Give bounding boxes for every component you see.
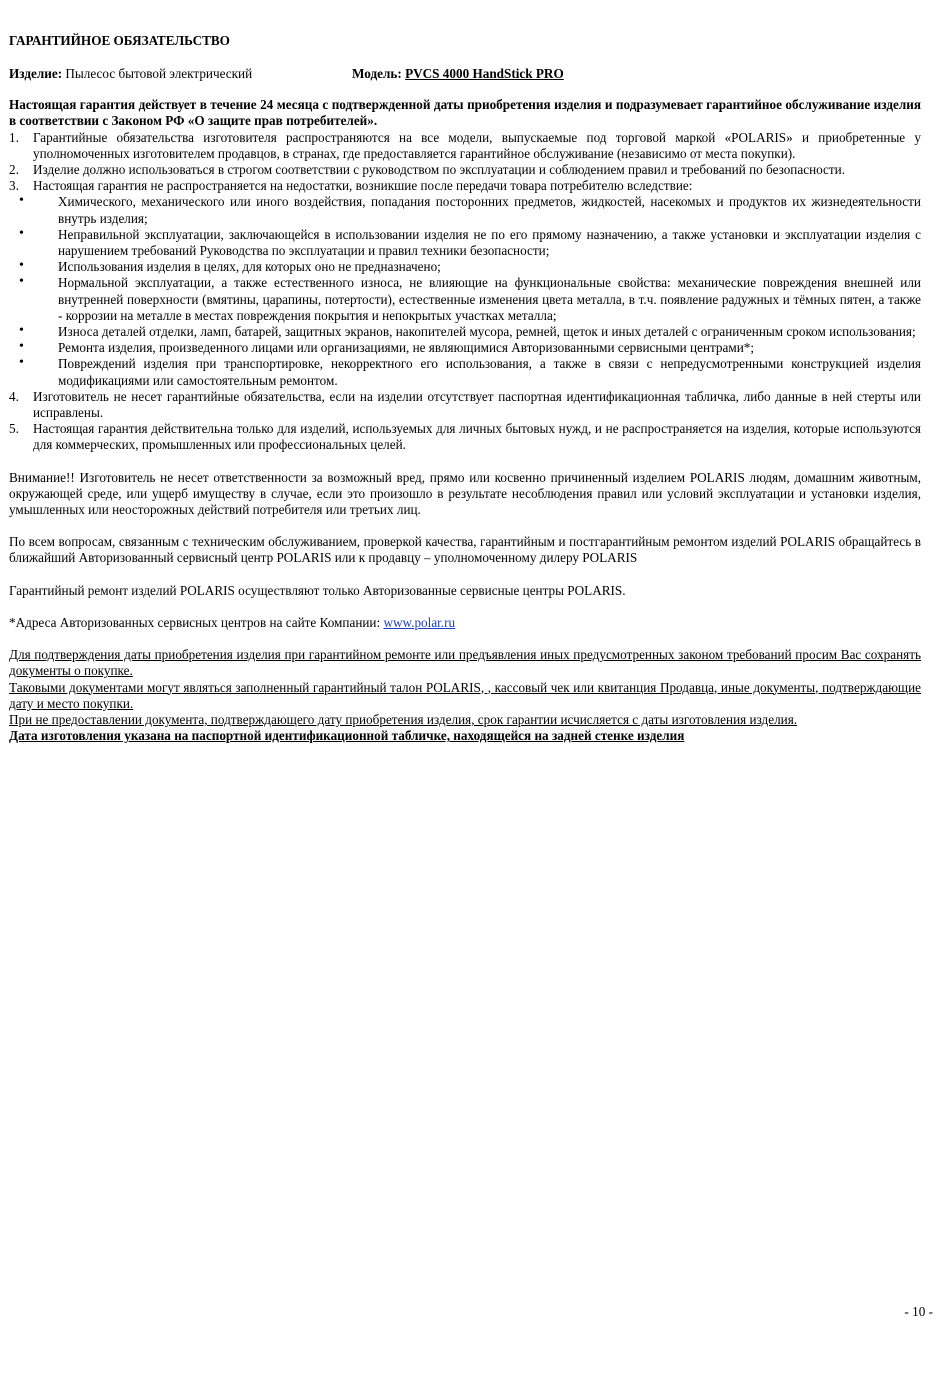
bullet-item: • Неправильной эксплуатации, заключающейся в использовании изделия не по его прямому назначению, а также установки и эксплуатации изделия с нарушением требований Руководства по эксплуатации и правил техники безопасности; bbox=[19, 225, 921, 259]
bullet-item: • Износа деталей отделки, ламп, батарей, защитных экранов, накопителей мусора, ремней, щеток и иных деталей с ограниченным сроком использования; bbox=[19, 323, 916, 340]
bullet-icon: • bbox=[19, 355, 24, 371]
product-label: Изделие: bbox=[9, 66, 63, 82]
attention-paragraph: Внимание!! Изготовитель не несет ответственности за возможный вред, прямо или косвенно причиненный изделием POLARIS людям, домашним животным, окружающей среде, или ущерб имуществу в случае, если это произошло в результате несоблюдения правил или условий эксплуатации и установки изделия, умышленных или неосторожных действий потребителя или третьих лиц. bbox=[9, 469, 921, 518]
product-info bbox=[9, 66, 252, 82]
list-item-5: 5. Настоящая гарантия действительна только для изделий, используемых для личных бытовых нужд, и не распространяется на изделия, которые используются для коммерческих, промышленных или профессиональных целей. bbox=[9, 421, 921, 453]
bullet-icon: • bbox=[19, 274, 24, 290]
bullet-item: • Нормальной эксплуатации, а также естественного износа, не влияющие на функциональные свойства: механические повреждения внешней или внутренней поверхности (вмятины, царапины, потертости), естественные изменения цвета металла, в т.ч. появление радужных и тёмных пятен, а также - коррозии на металле в местах повреждения покрытия и непокрытых участках металла; bbox=[19, 274, 921, 323]
bullet-item: • Ремонта изделия, произведенного лицами или организациями, не являющимися Авторизованными сервисными центрами*; bbox=[19, 339, 755, 356]
bullet-item: • Использования изделия в целях, для которых оно не предназначено; bbox=[19, 258, 441, 275]
bullet-icon: • bbox=[19, 225, 24, 241]
repair-paragraph: Гарантийный ремонт изделий POLARIS осуществляют только Авторизованные сервисные центры POLARIS. bbox=[9, 582, 626, 598]
purchase-documents-block bbox=[9, 647, 921, 744]
bullet-item: • Химического, механического или иного воздействия, попадания посторонних предметов, жидкостей, насекомых и продуктов их жизнедеятельности внутрь изделия; bbox=[19, 193, 921, 226]
bullet-icon: • bbox=[19, 258, 24, 274]
product-value: Пылесос бытовой электрический bbox=[65, 66, 253, 82]
page-number: - 10 - bbox=[904, 1304, 933, 1319]
service-paragraph: По всем вопросам, связанным с техническим обслуживанием, проверкой качества, гарантийным и постгарантийным ремонтом изделий POLARIS обращайтесь в ближайший Авторизованный сервисный центр POLARIS или к продавцу – уполномоченному дилеру POLARIS bbox=[9, 534, 921, 566]
list-item-1: 1. Гарантийные обязательства изготовителя распространяются на все модели, выпускаемые под торговой маркой «POLARIS» и приобретенные у уполномоченных изготовителем продавцов, в странах, где предоставляется гарантийное обслуживание (независимо от места покупки). bbox=[9, 129, 921, 161]
bullet-icon: • bbox=[19, 323, 24, 339]
documents-note-2: Таковыми документами могут являться заполненный гарантийный талон POLARIS, , кассовый чек или квитанция Продавца, иные документы, подтверждающие дату и место покупки. bbox=[9, 679, 921, 711]
list-item-3: 3. Настоящая гарантия не распространяется на недостатки, возникшие после передачи товара потребителю вследствие: bbox=[9, 178, 693, 194]
bullet-icon: • bbox=[19, 193, 24, 209]
bullet-icon: • bbox=[19, 339, 24, 355]
list-item-2: 2. Изделие должно использоваться в строгом соответствии с руководством по эксплуатации и соблюдением правил и требований по безопасности. bbox=[9, 162, 846, 178]
product-row bbox=[9, 66, 921, 82]
address-paragraph: *Адреса Авторизованных сервисных центров на сайте Компании: www.polar.ru bbox=[9, 614, 456, 630]
model-label: Модель: bbox=[352, 66, 402, 82]
website-link[interactable]: www.polar.ru bbox=[383, 614, 456, 630]
manufacture-date-note: Дата изготовления указана на паспортной идентификационной табличке, находящейся на задней стенке изделия bbox=[9, 728, 685, 744]
documents-note-1: Для подтверждения даты приобретения изделия при гарантийном ремонте или предъявления иных предусмотренных законом требований просим Вас сохранять документы о покупке. bbox=[9, 647, 921, 679]
warranty-intro: Настоящая гарантия действует в течение 24 месяца с подтвержденной даты приобретения изделия и подразумевает гарантийное обслуживание изделия в соответствии с Законом РФ «О защите прав потребителей». bbox=[9, 97, 921, 129]
model-info bbox=[352, 66, 564, 82]
warranty-document bbox=[9, 33, 921, 744]
documents-note-3: При не предоставлении документа, подтверждающего дату приобретения изделия, срок гарантии исчисляется с даты изготовления изделия. bbox=[9, 711, 798, 727]
page-title: ГАРАНТИЙНОЕ ОБЯЗАТЕЛЬСТВО bbox=[9, 33, 230, 48]
model-value: PVCS 4000 HandStick PRO bbox=[405, 66, 564, 82]
list-item-4: 4. Изготовитель не несет гарантийные обязательства, если на изделии отсутствует паспортная идентификационная табличка, либо данные в ней стерты или исправлены. bbox=[9, 388, 921, 421]
bullet-item: • Повреждений изделия при транспортировке, некорректного его использования, а также в связи с непредусмотренными конструкцией изделия модификациями или самостоятельным ремонтом. bbox=[19, 355, 921, 388]
